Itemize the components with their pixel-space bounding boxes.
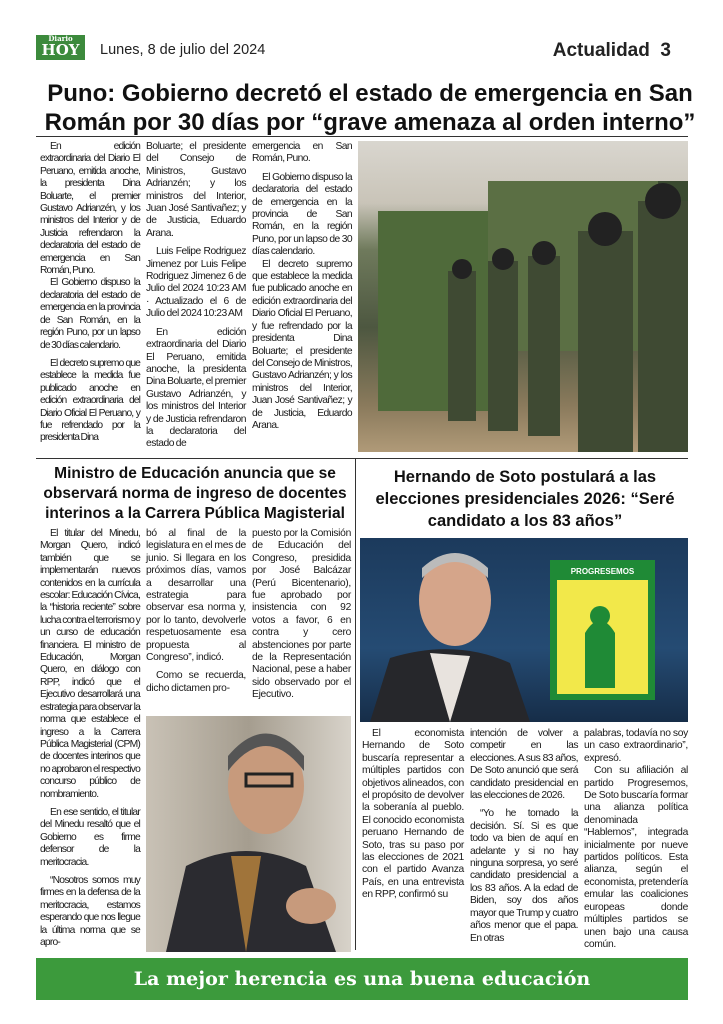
paragraph: En ese sentido, el titular del Minedu resaltó que el Gobierno es firme defensor de la meritocracia.	[40, 806, 140, 868]
paragraph: puesto por la Comisión de Educación del Congreso, presidida por José Balcázar (Perú Bicentenario), fue aprobado por insistencia con 92 votos a favor, 6 en contra y cero abstenciones por parte de la Representación Nacional, pese a haber sido observado por el Ejecutivo.	[252, 528, 351, 701]
article1-column-1	[40, 141, 140, 445]
column-divider	[355, 458, 356, 950]
paragraph: bó al final de la legislatura en el mes de junio. Si llegara en los próximos días, vamos a desarrollar una estrategia para observar esa norma y, por lo tanto, devolverle respetuosamente esa propuesta al Congreso”, indicó.	[146, 528, 246, 664]
divider	[36, 458, 688, 459]
minister-photo	[146, 716, 351, 952]
de-soto-illustration	[360, 538, 688, 722]
article2-column-2	[146, 528, 246, 695]
paragraph: intención de volver a competir en las elecciones. A sus 83 años, De Soto anunció que será candidato presidencial en las elecciones de 2026.	[470, 728, 578, 802]
diario-hoy-logo	[36, 35, 85, 60]
divider	[36, 136, 688, 137]
issue-date: Lunes, 8 de julio del 2024	[100, 42, 266, 58]
paragraph: El Gobierno dispuso la declaratoria del estado de emergencia en la provincia de San Román, en la región Puno, por un lapso de 30 días calendario.	[40, 277, 140, 351]
footer-banner: La mejor herencia es una buena educación	[36, 958, 688, 1000]
section-name: Actualidad	[552, 40, 650, 61]
minister-illustration	[146, 716, 351, 952]
article2-column-3	[252, 528, 351, 702]
paragraph: “Yo he tomado la decisión. Sí. Si es que todo va bien de aquí en adelante y si no hay ninguna sorpresa, yo seré candidato presidencial a los 83 años. A la edad de Biden, soy dos años mayor que Trump y cuatro años menor que el papa. En otras	[470, 808, 578, 944]
paragraph: Como se recuerda, dicho dictamen pro-	[146, 670, 246, 694]
paragraph: En edición extraordinaria del Diario El Peruano, emitida anoche, la presidenta Dina Boluarte, el premier Gustavo Adrianzén, y los ministros del Interior y de Justicia refrendaron la declaratoria del estado de emergencia en San Román, Puno.	[40, 141, 140, 277]
paragraph: El titular del Minedu, Morgan Quero, indicó también que se implementarán nuevos contenidos en la currícula escolar: Educación Cívica, la “historia reciente” sobre lucha contra el terrorismo y un curso de educación financiera. El ministro de Educación, Morgan Quero, en diálogo con RPP, indicó que el Ejecutivo desarrollará una estrategia para observar la norma que establece el ingreso a la Carrera Pública Magisterial (CPM) de docentes interinos que no aprobaron el respectivo concurso público de nombramiento.	[40, 528, 140, 800]
article3-headline: Hernando de Soto postulará a las elecciones presidenciales 2026: “Seré candidato a los 83 años”	[375, 468, 675, 530]
article3-column-3	[584, 728, 688, 951]
soldiers-illustration	[358, 141, 688, 452]
progresemos-sign: PROGRESEMOS	[570, 567, 635, 576]
logo-small-text: Diario	[48, 34, 73, 43]
hernando-de-soto-photo	[360, 538, 688, 722]
soldiers-photo	[358, 141, 688, 452]
paragraph: El Gobierno dispuso la declaratoria del estado de emergencia en la provincia de San Román, en la región Puno, por un lapso de 30 días calendario.	[252, 171, 352, 258]
paragraph: En edición extraordinaria del Diario El Peruano, emitida anoche, la presidenta Dina Boluarte, el premier Gustavo Adrianzén, y los ministros del Interior y de Justicia refrendaron la declaratoria del estado de	[146, 326, 246, 450]
paragraph: El economista Hernando de Soto buscaría representar a múltiples partidos con objetivos alineados, con el propósito de devolver la soberanía al pueblo. El conocido economista peruano Hernando de Soto, tras su paso por las elecciones de 2021 con el partido Avanza País, en una entrevista en RPP, confirmó su	[362, 728, 464, 901]
paragraph: El decreto supremo que establece la medida fue publicado anoche en edición extraordinaria del Diario Oficial El Peruano, y fue refrendado por la presidenta Dina Boluarte; el presidente del Consejo de Ministros, Gustavo Adrianzén; y los ministros del Interior, Juan José Santivañez; y de Justicia, Eduardo Arana.	[252, 258, 352, 431]
paragraph: Boluarte; el presidente del Consejo de Ministros, Gustavo Adrianzén; y los ministros del Interior, Juan José Santivañez; y de Justicia, Eduardo Arana.	[146, 141, 246, 239]
paragraph: “Nosotros somos muy firmes en la defensa de la meritocracia, estamos esperando que nos llegue la última norma que se apro-	[40, 874, 140, 948]
paragraph: El decreto supremo que establece la medida fue publicado anoche en edición extraordinaria del Diario Oficial El Peruano, y fue refrendado por la presidenta Dina	[40, 357, 140, 444]
article1-column-2	[146, 141, 246, 451]
paragraph: emergencia en San Román, Puno.	[252, 141, 352, 165]
byline: Luis Felipe Rodriguez Jimenez por Luis Felipe Rodriguez Jimenez 6 de Julio del 2024 10:23 AM · Actualizado el 6 de Julio del 2024 10:23 AM	[146, 246, 246, 320]
page-number: 3	[660, 40, 671, 61]
article1-column-3	[252, 141, 352, 432]
article2-column-1	[40, 528, 140, 949]
section-header	[553, 40, 671, 62]
article3-column-1	[362, 728, 464, 902]
article3-column-2	[470, 728, 578, 945]
paragraph: Con su afiliación al partido Progresemos, De Soto buscaría formar una alianza política denominada “Hablemos”, integrada inicialmente por nueve partidos políticos. Esta alianza, según el economista, pretendería emular las coaliciones europeas donde múltiples partidos se unen bajo una causa común.	[584, 765, 688, 950]
paragraph: palabras, todavía no soy un caso extraordinario”, expresó.	[584, 728, 688, 764]
logo-big-text: HOY	[41, 41, 80, 59]
article1-headline: Puno: Gobierno decretó el estado de emergencia en San Román por 30 días por “grave amenaza al orden interno”	[44, 80, 696, 136]
article2-headline: Ministro de Educación anuncia que se observará norma de ingreso de docentes interinos a la Carrera Pública Magisterial	[43, 465, 347, 522]
